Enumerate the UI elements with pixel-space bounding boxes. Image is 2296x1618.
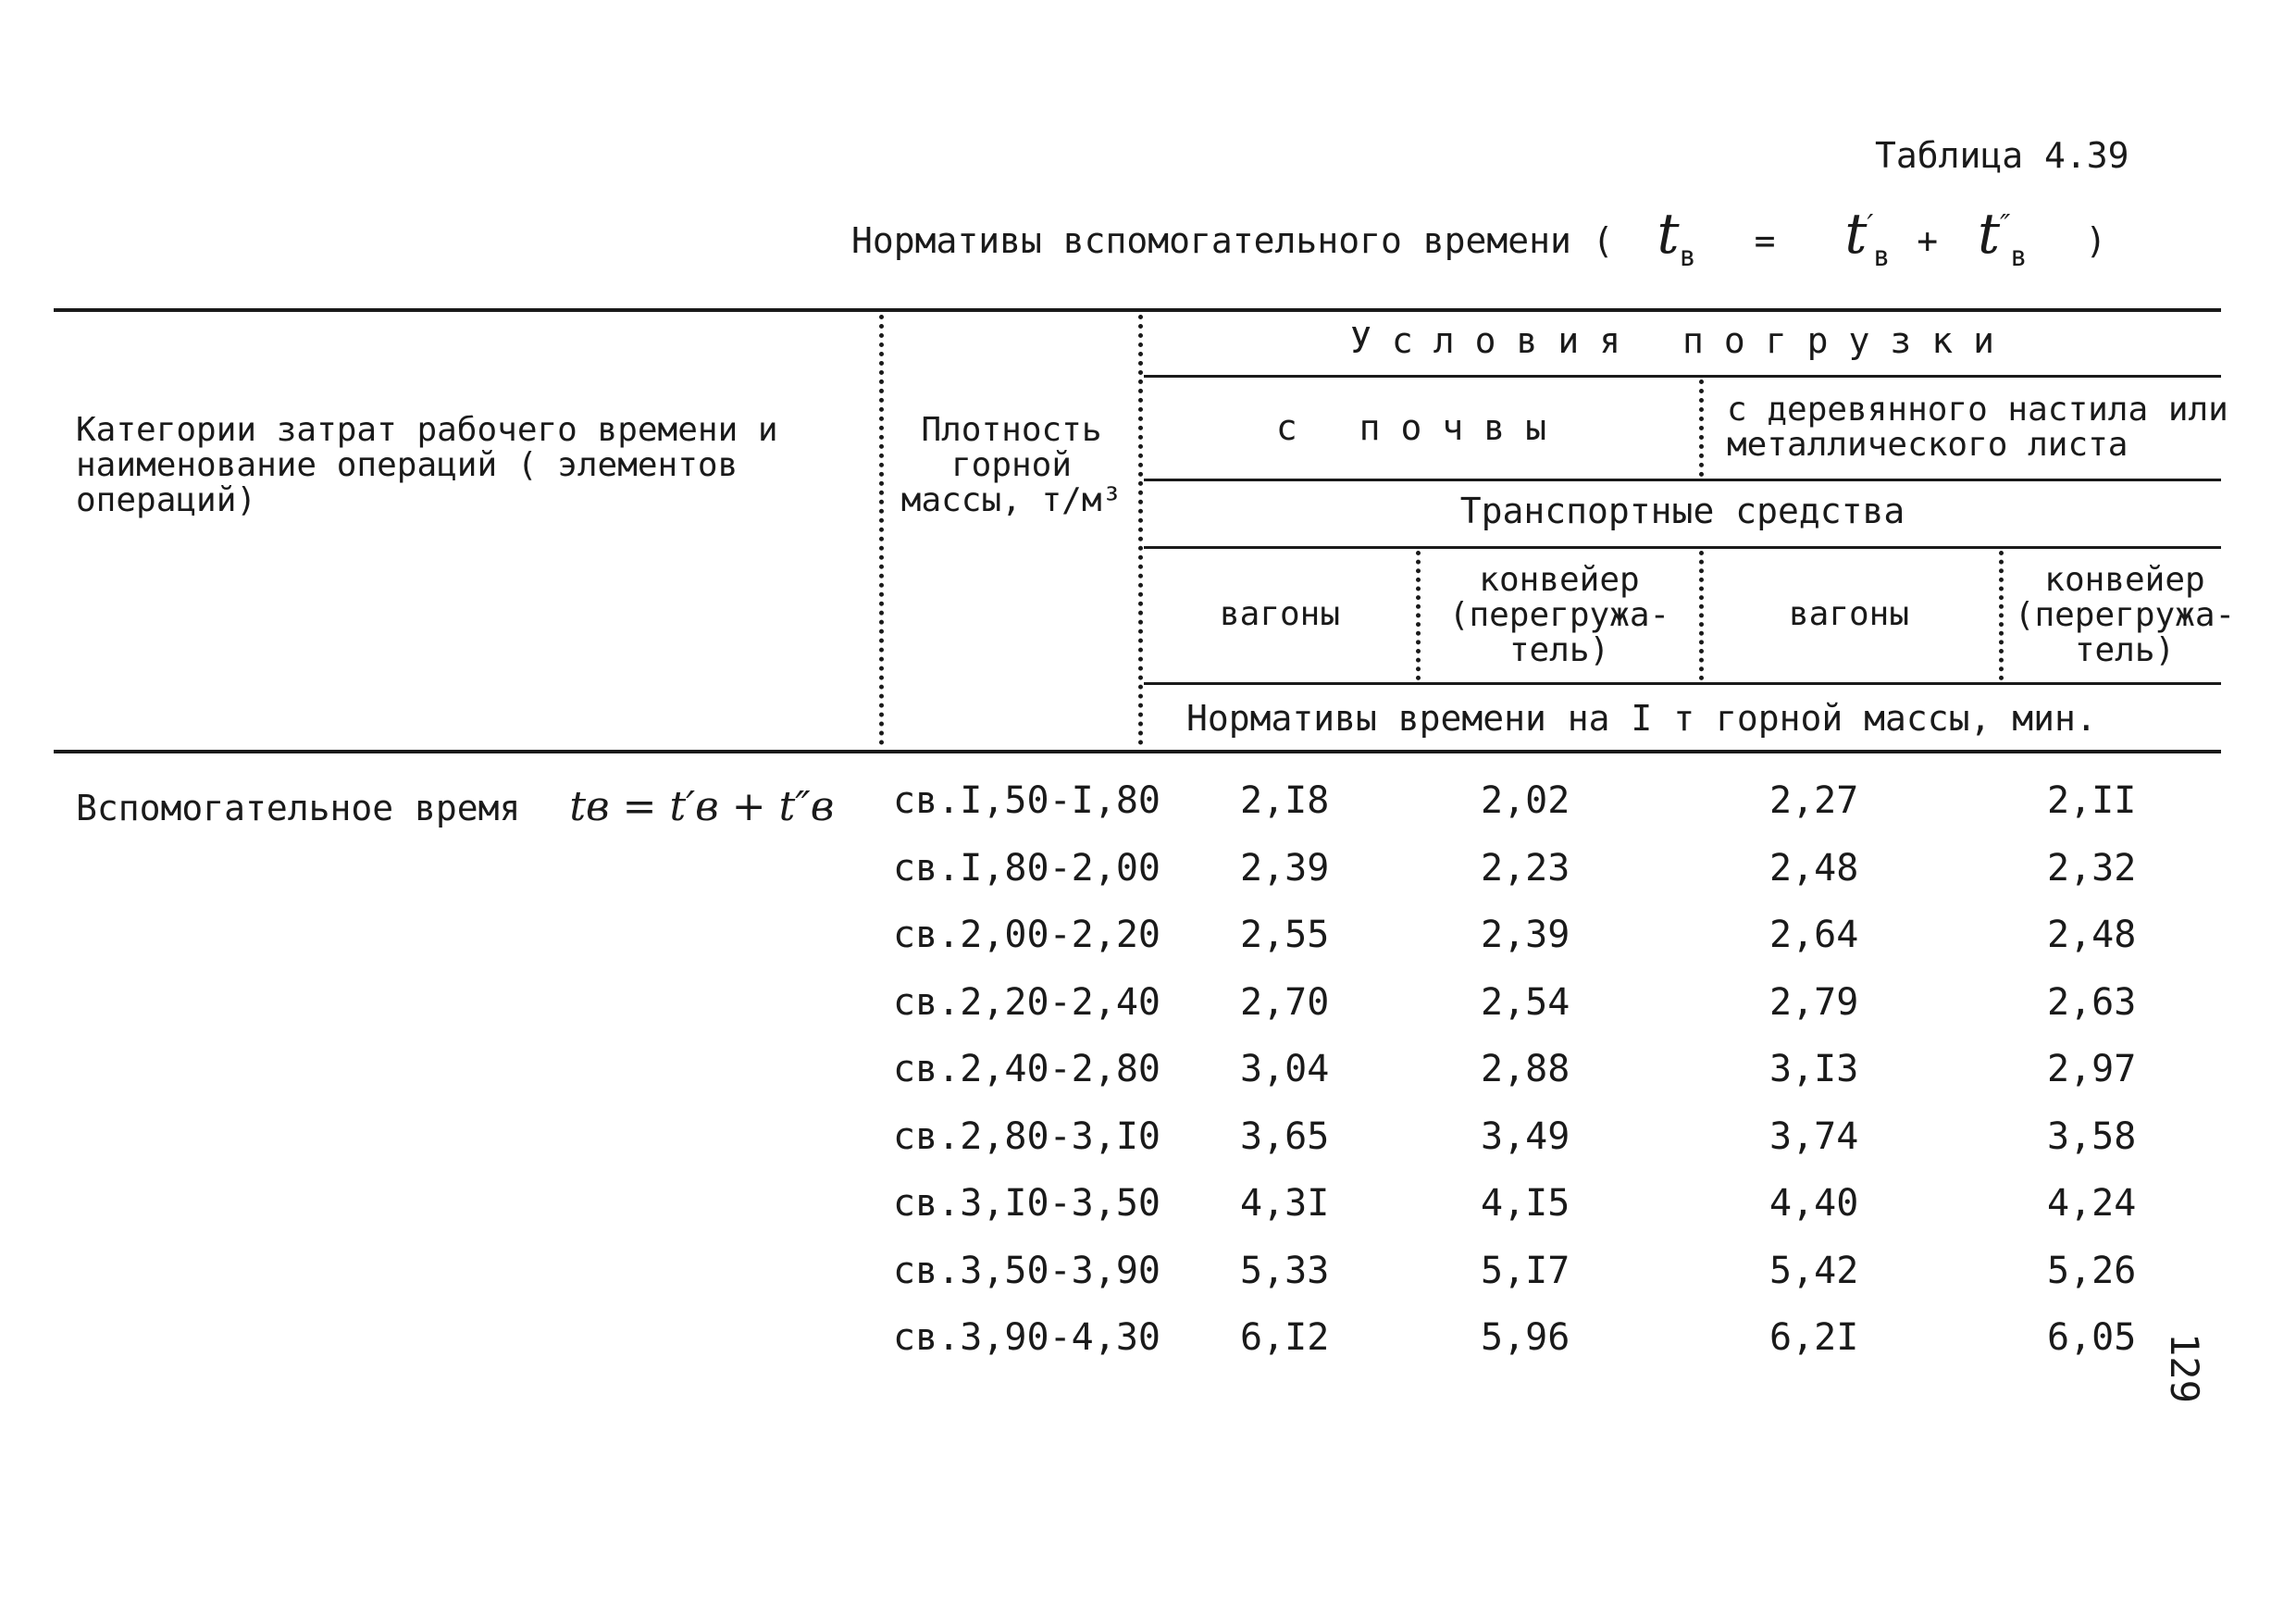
header-transport: Транспортные средства <box>1459 491 1905 531</box>
value-cell: 2,II <box>2047 779 2137 822</box>
density-cell: св.I,80-2,00 <box>893 846 1160 890</box>
caption-t1: t <box>1844 202 1868 267</box>
density-cell: св.2,40-2,80 <box>893 1048 1160 1090</box>
header-conveyor-2: конвейер (перегружа-тель) <box>2014 561 2236 669</box>
value-cell: 3,65 <box>1240 1114 1330 1158</box>
rule-under-transport <box>1144 546 2221 549</box>
header-from-soil: с почвы <box>1275 407 1568 448</box>
rule-under-conditions <box>1144 479 2221 481</box>
value-cell: 2,88 <box>1481 1048 1570 1090</box>
density-cell: св.I,50-I,80 <box>893 779 1160 822</box>
density-cell: св.3,50-3,90 <box>893 1249 1160 1292</box>
row-formula: tв = t′в + t″в <box>569 783 835 830</box>
header-wagons-2: вагоны <box>1788 595 1910 633</box>
value-cell: 2,64 <box>1769 914 1859 956</box>
value-cell: 2,97 <box>2047 1048 2137 1090</box>
value-cell: 6,I2 <box>1240 1316 1330 1359</box>
header-category: Категории затрат рабочего времени и наименование операций ( элементов операций) <box>76 411 778 519</box>
value-cell: 5,96 <box>1481 1316 1570 1359</box>
value-cell: 2,70 <box>1240 980 1330 1024</box>
caption-sub2: в <box>2010 241 2028 273</box>
header-density: Плотность горной массы, т/м³ <box>900 411 1123 519</box>
value-cell: 2,23 <box>1481 846 1570 890</box>
page-number: 129 <box>2162 1333 2207 1403</box>
value-cell: 2,02 <box>1481 779 1570 822</box>
value-cell: 4,24 <box>2047 1182 2137 1225</box>
header-conveyor-1: конвейер (перегружа-тель) <box>1448 561 1670 669</box>
caption-sub1: в <box>1873 241 1891 273</box>
col-separator-5 <box>1699 551 1704 680</box>
caption-close: ) <box>2085 220 2107 261</box>
header-wagons-1: вагоны <box>1219 595 1341 633</box>
value-cell: 2,54 <box>1481 980 1570 1024</box>
value-cell: 2,I8 <box>1240 779 1330 822</box>
header-bottom-rule <box>54 750 2221 753</box>
caption-text: Нормативы вспомогательного времени ( <box>851 220 1614 261</box>
caption-sub: в <box>1679 241 1696 273</box>
value-cell: 5,33 <box>1240 1249 1330 1292</box>
value-cell: 5,I7 <box>1481 1249 1570 1292</box>
value-cell: 2,48 <box>1769 846 1859 890</box>
density-cell: св.3,90-4,30 <box>893 1316 1160 1359</box>
table-caption <box>851 202 2107 273</box>
col-separator-4 <box>1416 551 1421 680</box>
density-cell: св.2,20-2,40 <box>893 980 1160 1024</box>
density-cell: св.2,80-3,I0 <box>893 1114 1160 1158</box>
value-cell: 4,40 <box>1769 1182 1859 1225</box>
value-cell: 3,74 <box>1769 1114 1859 1158</box>
caption-plus: + <box>1917 220 1939 261</box>
value-cell: 2,39 <box>1240 846 1330 890</box>
caption-prime1: ′ <box>1867 209 1874 242</box>
row-label-text: Вспомогательное время <box>76 788 521 828</box>
col-separator-2 <box>1138 315 1143 745</box>
value-cell: 2,55 <box>1240 914 1330 956</box>
header-norms: Нормативы времени на I т горной массы, мин. <box>1186 698 2097 739</box>
value-cell: 2,79 <box>1769 980 1859 1024</box>
col-separator-3 <box>1699 380 1704 477</box>
value-cell: 6,2I <box>1769 1316 1859 1359</box>
table-top-rule <box>54 308 2221 312</box>
value-cell: 4,3I <box>1240 1182 1330 1225</box>
caption-t2: t <box>1978 202 2001 267</box>
density-cell: св.2,00-2,20 <box>893 914 1160 956</box>
rule-under-vehicles <box>1144 682 2221 685</box>
value-cell: 3,58 <box>2047 1114 2137 1158</box>
row-label <box>76 783 834 830</box>
value-cell: 2,63 <box>2047 980 2137 1024</box>
value-cell: 2,48 <box>2047 914 2137 956</box>
value-cell: 2,27 <box>1769 779 1859 822</box>
value-cell: 3,I3 <box>1769 1048 1859 1090</box>
header-from-deck: с деревянного настила или металлического листа <box>1727 391 2228 464</box>
value-cell: 4,I5 <box>1481 1182 1570 1225</box>
caption-t: t <box>1657 202 1680 267</box>
rule-under-group <box>1144 375 2221 378</box>
caption-eq: = <box>1754 220 1776 261</box>
value-cell: 2,32 <box>2047 846 2137 890</box>
caption-prime2: ″ <box>2000 209 2011 242</box>
value-cell: 3,04 <box>1240 1048 1330 1090</box>
value-cell: 6,05 <box>2047 1316 2137 1359</box>
value-cell: 5,26 <box>2047 1249 2137 1292</box>
table-label: Таблица 4.39 <box>1875 135 2129 176</box>
header-loading-conditions: Условия погрузки <box>1349 320 2016 361</box>
col-separator-6 <box>1999 551 2004 680</box>
value-cell: 3,49 <box>1481 1114 1570 1158</box>
value-cell: 5,42 <box>1769 1249 1859 1292</box>
density-cell: св.3,I0-3,50 <box>893 1182 1160 1225</box>
col-separator-1 <box>879 315 884 745</box>
value-cell: 2,39 <box>1481 914 1570 956</box>
